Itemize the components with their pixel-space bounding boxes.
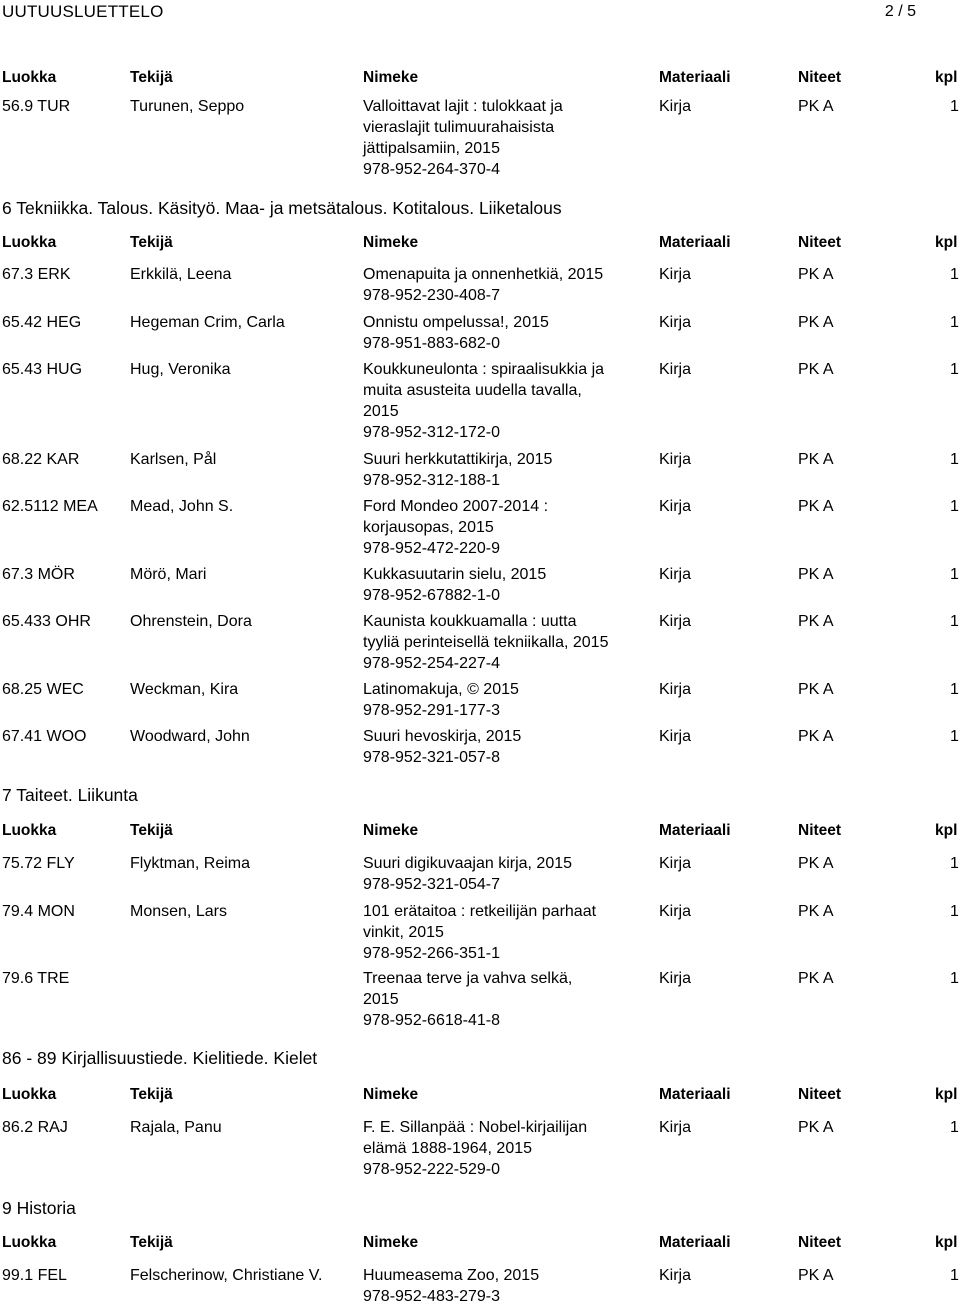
copies-location: PK A — [798, 613, 834, 630]
copies-location: PK A — [798, 98, 834, 115]
isbn: 978-952-67882-1-0 — [363, 587, 500, 604]
column-header-luokka: Luokka — [2, 234, 57, 251]
column-header-nimeke: Nimeke — [363, 1234, 419, 1251]
title-line: elämä 1888-1964, 2015 — [363, 1140, 533, 1157]
title-line: Kukkasuutarin sielu, 2015 — [363, 566, 547, 583]
isbn: 978-952-483-279-3 — [363, 1288, 500, 1305]
copies-location: PK A — [798, 1267, 834, 1284]
material: Kirja — [659, 1267, 692, 1284]
copy-count: 1 — [950, 1119, 959, 1136]
copy-count: 1 — [950, 970, 959, 987]
class-code: 65.43 HUG — [2, 361, 83, 378]
isbn: 978-951-883-682-0 — [363, 335, 500, 352]
title-line: Onnistu ompelussa!, 2015 — [363, 314, 549, 331]
copy-count: 1 — [950, 451, 959, 468]
title-line: jättipalsamiin, 2015 — [363, 140, 500, 157]
copies-location: PK A — [798, 266, 834, 283]
author: Turunen, Seppo — [130, 98, 245, 115]
title-line: Latinomakuja, © 2015 — [363, 681, 519, 698]
title-cell — [363, 449, 625, 491]
copy-count: 1 — [950, 613, 959, 630]
author: Monsen, Lars — [130, 903, 227, 920]
copies-location: PK A — [798, 970, 834, 987]
title-cell — [363, 1117, 625, 1180]
author: Hug, Veronika — [130, 361, 231, 378]
author: Erkkilä, Leena — [130, 266, 232, 283]
column-header-row — [0, 68, 960, 88]
copies-location: PK A — [798, 903, 834, 920]
title-line: 2015 — [363, 403, 399, 420]
class-code: 62.5112 MEA — [2, 498, 98, 515]
author: Weckman, Kira — [130, 681, 239, 698]
title-cell — [363, 96, 625, 180]
class-code: 68.22 KAR — [2, 451, 80, 468]
copy-count: 1 — [950, 728, 959, 745]
title-cell — [363, 968, 625, 1031]
title-line: Treenaa terve ja vahva selkä, — [363, 970, 573, 987]
material: Kirja — [659, 728, 692, 745]
material: Kirja — [659, 855, 692, 872]
title-line: muita asusteita uudella tavalla, — [363, 382, 582, 399]
class-code: 65.433 OHR — [2, 613, 91, 630]
material: Kirja — [659, 681, 692, 698]
column-header-nimeke: Nimeke — [363, 69, 419, 86]
isbn: 978-952-312-188-1 — [363, 472, 500, 489]
column-header-niteet: Niteet — [798, 69, 842, 86]
class-code: 67.3 ERK — [2, 266, 71, 283]
material: Kirja — [659, 98, 692, 115]
material: Kirja — [659, 613, 692, 630]
column-header-materiaali: Materiaali — [659, 234, 731, 251]
material: Kirja — [659, 1119, 692, 1136]
isbn: 978-952-264-370-4 — [363, 161, 500, 178]
title-cell — [363, 1265, 625, 1307]
page-title: UUTUUSLUETTELO — [2, 2, 164, 21]
copy-count: 1 — [950, 566, 959, 583]
isbn: 978-952-312-172-0 — [363, 424, 500, 441]
isbn: 978-952-254-227-4 — [363, 655, 500, 672]
title-cell — [363, 726, 625, 768]
class-code: 75.72 FLY — [2, 855, 75, 872]
title-line: Omenapuita ja onnenhetkiä, 2015 — [363, 266, 604, 283]
section-title: 6 Tekniikka. Talous. Käsityö. Maa- ja metsätalous. Kotitalous. Liiketalous — [2, 198, 562, 218]
column-header-materiaali: Materiaali — [659, 822, 731, 839]
title-cell — [363, 901, 625, 964]
column-header-niteet: Niteet — [798, 1086, 842, 1103]
copies-location: PK A — [798, 566, 834, 583]
material: Kirja — [659, 266, 692, 283]
copies-location: PK A — [798, 451, 834, 468]
copy-count: 1 — [950, 98, 959, 115]
title-cell — [363, 611, 625, 674]
copy-count: 1 — [950, 903, 959, 920]
title-cell — [363, 359, 625, 443]
copy-count: 1 — [950, 681, 959, 698]
class-code: 99.1 FEL — [2, 1267, 67, 1284]
column-header-tekija: Tekijä — [130, 1086, 173, 1103]
title-cell — [363, 853, 625, 895]
author: Mörö, Mari — [130, 566, 207, 583]
material: Kirja — [659, 451, 692, 468]
isbn: 978-952-472-220-9 — [363, 540, 500, 557]
column-header-kpl: kpl — [935, 1234, 958, 1251]
column-header-nimeke: Nimeke — [363, 234, 419, 251]
copy-count: 1 — [950, 361, 959, 378]
copy-count: 1 — [950, 266, 959, 283]
column-header-row — [0, 233, 960, 253]
column-header-luokka: Luokka — [2, 1234, 57, 1251]
title-line: vinkit, 2015 — [363, 924, 444, 941]
title-line: Valloittavat lajit : tulokkaat ja — [363, 98, 563, 115]
section-title: 9 Historia — [2, 1198, 76, 1218]
isbn: 978-952-6618-41-8 — [363, 1012, 500, 1029]
isbn: 978-952-222-529-0 — [363, 1161, 500, 1178]
column-header-luokka: Luokka — [2, 69, 57, 86]
column-header-nimeke: Nimeke — [363, 822, 419, 839]
author: Karlsen, Pål — [130, 451, 217, 468]
column-header-kpl: kpl — [935, 69, 958, 86]
copies-location: PK A — [798, 314, 834, 331]
title-line: Suuri herkkutattikirja, 2015 — [363, 451, 553, 468]
title-line: Kaunista koukkuamalla : uutta — [363, 613, 577, 630]
column-header-luokka: Luokka — [2, 822, 57, 839]
copies-location: PK A — [798, 1119, 834, 1136]
title-line: Ford Mondeo 2007-2014 : — [363, 498, 549, 515]
material: Kirja — [659, 498, 692, 515]
column-header-kpl: kpl — [935, 1086, 958, 1103]
material: Kirja — [659, 361, 692, 378]
isbn: 978-952-321-057-8 — [363, 749, 500, 766]
copies-location: PK A — [798, 361, 834, 378]
title-line: Suuri hevoskirja, 2015 — [363, 728, 522, 745]
title-line: 2015 — [363, 991, 399, 1008]
page-number: 2 / 5 — [884, 3, 916, 20]
section-title: 7 Taiteet. Liikunta — [2, 785, 138, 805]
author: Hegeman Crim, Carla — [130, 314, 285, 331]
material: Kirja — [659, 970, 692, 987]
column-header-tekija: Tekijä — [130, 69, 173, 86]
column-header-row — [0, 1233, 960, 1253]
class-code: 65.42 HEG — [2, 314, 82, 331]
class-code: 68.25 WEC — [2, 681, 84, 698]
class-code: 56.9 TUR — [2, 98, 71, 115]
author: Rajala, Panu — [130, 1119, 222, 1136]
class-code: 79.6 TRE — [2, 970, 70, 987]
title-line: tyyliä perinteisellä tekniikalla, 2015 — [363, 634, 609, 651]
title-line: vieraslajit tulimuurahaisista — [363, 119, 555, 136]
author: Felscherinow, Christiane V. — [130, 1267, 323, 1284]
class-code: 86.2 RAJ — [2, 1119, 68, 1136]
copies-location: PK A — [798, 498, 834, 515]
author: Ohrenstein, Dora — [130, 613, 252, 630]
copy-count: 1 — [950, 855, 959, 872]
copy-count: 1 — [950, 314, 959, 331]
class-code: 67.3 MÖR — [2, 566, 75, 583]
title-cell — [363, 564, 625, 606]
column-header-kpl: kpl — [935, 234, 958, 251]
isbn: 978-952-266-351-1 — [363, 945, 500, 962]
title-line: Huumeasema Zoo, 2015 — [363, 1267, 540, 1284]
title-cell — [363, 312, 625, 354]
isbn: 978-952-291-177-3 — [363, 702, 500, 719]
column-header-materiaali: Materiaali — [659, 1086, 731, 1103]
column-header-luokka: Luokka — [2, 1086, 57, 1103]
author: Woodward, John — [130, 728, 250, 745]
material: Kirja — [659, 566, 692, 583]
class-code: 79.4 MON — [2, 903, 75, 920]
isbn: 978-952-321-054-7 — [363, 876, 500, 893]
section-title: 86 - 89 Kirjallisuustiede. Kielitiede. Kielet — [2, 1048, 318, 1068]
title-line: Koukkuneulonta : spiraalisukkia ja — [363, 361, 605, 378]
material: Kirja — [659, 903, 692, 920]
title-cell — [363, 679, 625, 721]
title-line: korjausopas, 2015 — [363, 519, 494, 536]
column-header-tekija: Tekijä — [130, 234, 173, 251]
column-header-niteet: Niteet — [798, 822, 842, 839]
author: Mead, John S. — [130, 498, 234, 515]
copies-location: PK A — [798, 855, 834, 872]
title-cell — [363, 264, 625, 306]
column-header-niteet: Niteet — [798, 234, 842, 251]
title-line: Suuri digikuvaajan kirja, 2015 — [363, 855, 573, 872]
column-header-row — [0, 1085, 960, 1105]
title-cell — [363, 496, 625, 559]
copies-location: PK A — [798, 728, 834, 745]
column-header-kpl: kpl — [935, 822, 958, 839]
isbn: 978-952-230-408-7 — [363, 287, 500, 304]
column-header-materiaali: Materiaali — [659, 69, 731, 86]
column-header-materiaali: Materiaali — [659, 1234, 731, 1251]
column-header-tekija: Tekijä — [130, 822, 173, 839]
column-header-tekija: Tekijä — [130, 1234, 173, 1251]
copy-count: 1 — [950, 1267, 959, 1284]
title-line: 101 erätaitoa : retkeilijän parhaat — [363, 903, 597, 920]
class-code: 67.41 WOO — [2, 728, 87, 745]
column-header-niteet: Niteet — [798, 1234, 842, 1251]
title-line: F. E. Sillanpää : Nobel-kirjailijan — [363, 1119, 588, 1136]
copies-location: PK A — [798, 681, 834, 698]
column-header-row — [0, 821, 960, 841]
copy-count: 1 — [950, 498, 959, 515]
material: Kirja — [659, 314, 692, 331]
author: Flyktman, Reima — [130, 855, 251, 872]
column-header-nimeke: Nimeke — [363, 1086, 419, 1103]
